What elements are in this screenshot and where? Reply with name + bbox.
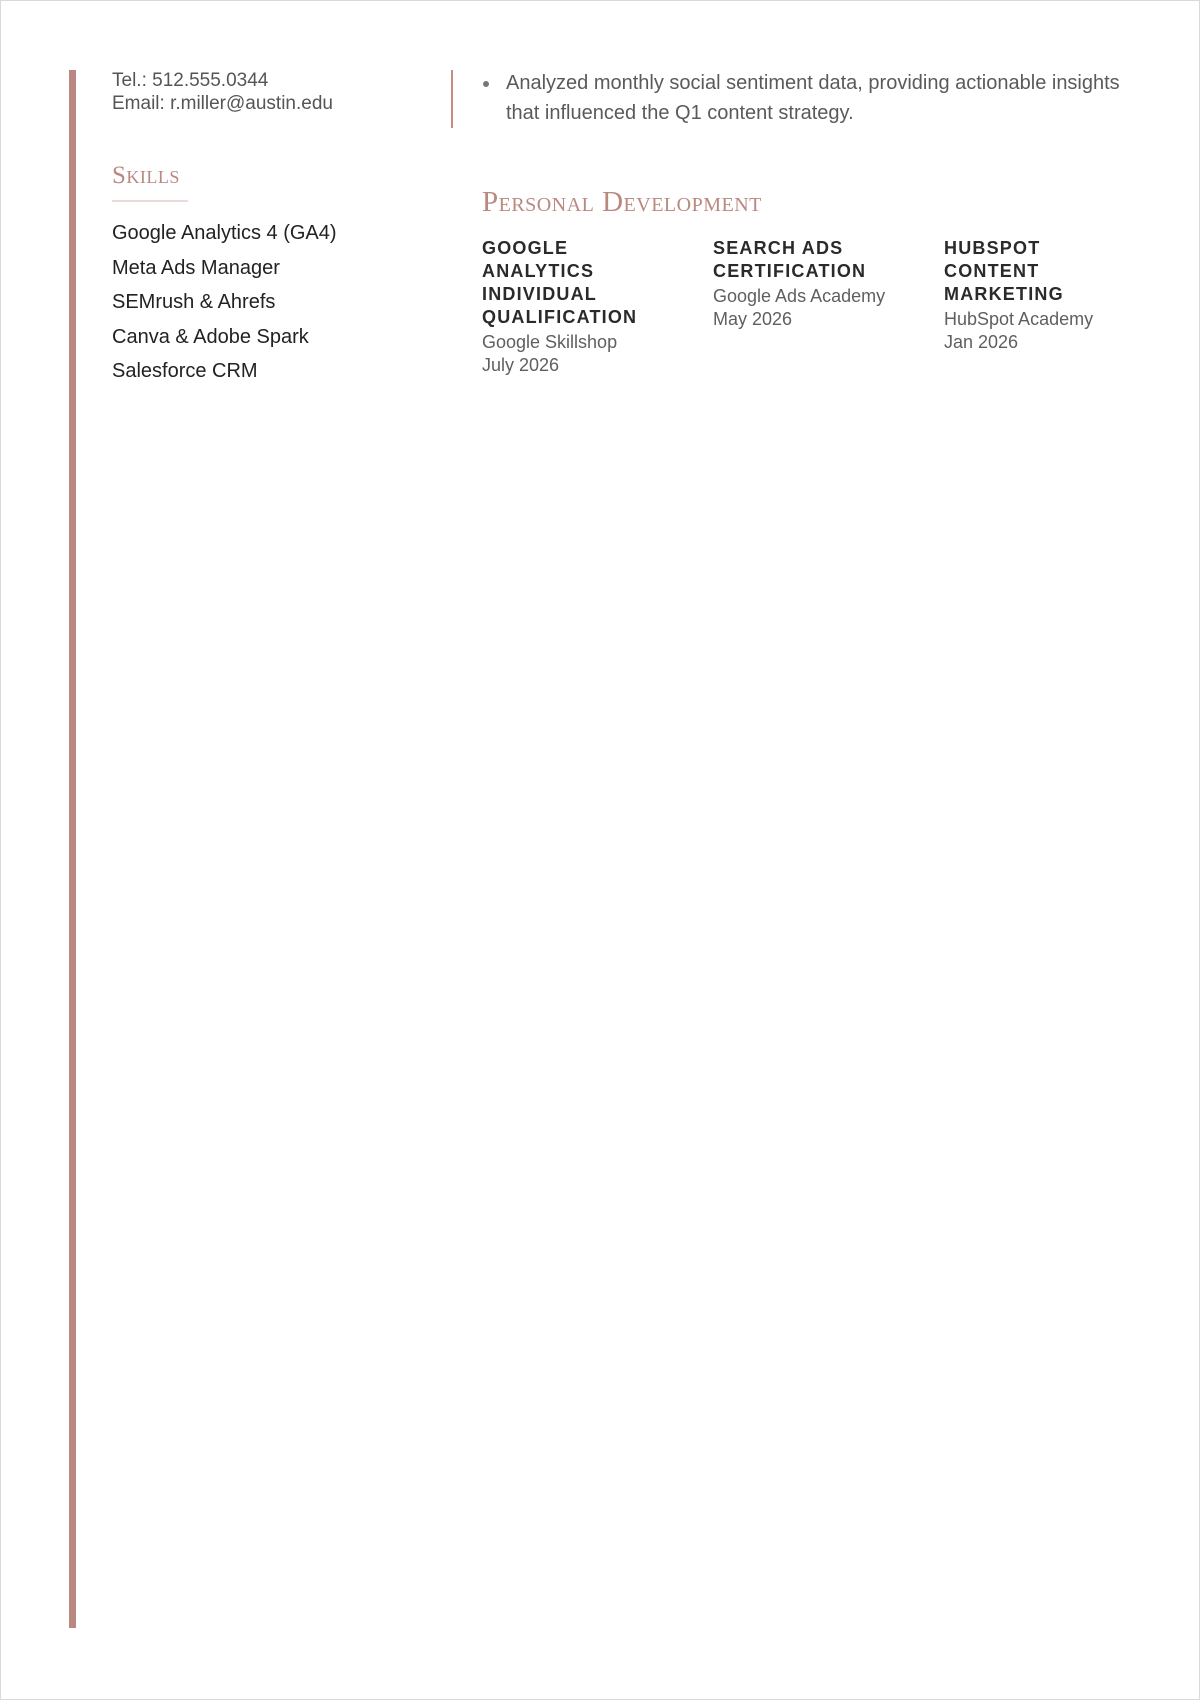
personal-development-heading: Personal Development xyxy=(482,186,762,218)
left-accent-bar xyxy=(69,70,76,1628)
certification-item xyxy=(713,237,944,377)
certification-org: Google Skillshop xyxy=(482,332,618,352)
certification-date: May 2026 xyxy=(713,309,793,329)
certification-item xyxy=(944,237,1175,377)
certification-title: GOOGLE ANALYTICS INDIVIDUAL QUALIFICATION xyxy=(482,238,638,327)
certification-grid xyxy=(482,237,1182,377)
certification-item xyxy=(482,237,713,377)
certification-title: SEARCH ADS CERTIFICATION xyxy=(713,238,867,281)
skill-item: Meta Ads Manager xyxy=(112,256,280,279)
certification-title: HUBSPOT CONTENT MARKETING xyxy=(944,238,1064,304)
skill-item: Google Analytics 4 (GA4) xyxy=(112,222,337,244)
contact-info xyxy=(112,69,333,115)
personal-development-section xyxy=(482,183,1182,377)
skills-section xyxy=(112,160,432,389)
email-text: Email: r.miller@austin.edu xyxy=(112,93,333,114)
skills-heading: Skills xyxy=(112,160,188,202)
skill-item: Salesforce CRM xyxy=(112,360,258,382)
experience-bullets xyxy=(482,68,1122,128)
skill-item: Canva & Adobe Spark xyxy=(112,325,309,348)
certification-org: Google Ads Academy xyxy=(713,286,886,306)
certification-date: July 2026 xyxy=(482,355,560,375)
phone-text: Tel.: 512.555.0344 xyxy=(112,70,269,91)
skills-list xyxy=(112,216,432,389)
skill-item: SEMrush & Ahrefs xyxy=(112,291,276,313)
section-divider xyxy=(451,70,453,128)
certification-date: Jan 2026 xyxy=(944,332,1019,352)
experience-bullet: Analyzed monthly social sentiment data, providing actionable insights that influenced the Q1 content strategy. xyxy=(482,68,1122,128)
certification-org: HubSpot Academy xyxy=(944,309,1094,329)
